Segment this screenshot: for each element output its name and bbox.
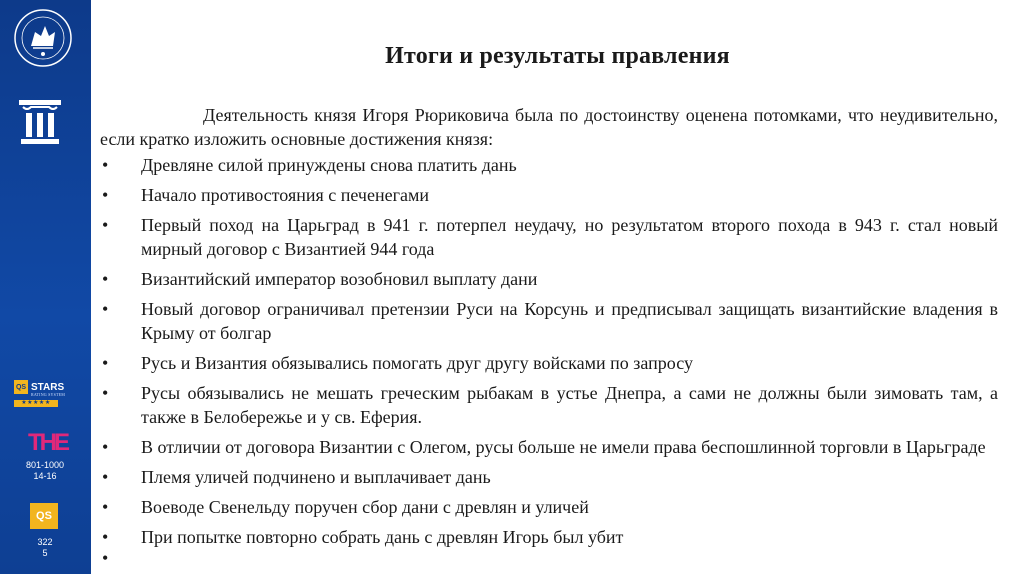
list-item [100,297,998,345]
qs-rank-line2: 5 [42,548,48,558]
slide-title: Итоги и результаты правления [385,43,730,69]
list-item-text: Воеводе Свенельду поручен сбор дани с древлян и уличей [141,497,589,517]
bullet-icon: • [102,383,109,403]
qs-stars-row: ★★★★★ [14,400,58,407]
bullet-icon: • [102,497,109,517]
intro-paragraph: Деятельность князя Игоря Рюриковича была по достоинству оценена потомками, что неудивительно, если кратко изложить основные достижения князя: [100,105,998,149]
qs-stars-box: QS [14,380,28,394]
list-item-text: При попытке повторно собрать дань с древлян Игорь был убит [141,527,624,547]
sidebar [0,0,91,574]
bullet-icon: • [102,215,109,235]
university-emblem-icon [13,8,73,68]
list-item [100,267,998,291]
list-item-text: Первый поход на Царьград в 941 г. потерпел неудачу, но результатом второго похода в 943 г. стал новый мирный договор с Византией 944 года [141,215,998,259]
qs-stars-sub: RATING SYSTEM [31,392,66,397]
bullet-icon: • [102,185,109,205]
list-item-text: В отличии от договора Византии с Олегом, русы больше не имели права беспошлинной торговли в Царьграде [141,437,986,457]
list-item-text: Русы обязывались не мешать греческим рыбакам в устье Днепра, а сами не должны были зимовать там, а также в Белобережье и у св. Еферия. [141,383,998,427]
qs-ranking-value [14,537,76,559]
the-ranking-logo: THE [28,429,67,456]
list-item [100,183,998,207]
list-item-empty [100,548,998,568]
list-item-text: Племя уличей подчинено и выплачивает дань [141,467,491,487]
bullet-icon: • [102,467,109,487]
points-list [100,153,998,568]
bullet-icon: • [102,353,109,373]
bullet-icon: • [102,527,109,547]
list-item [100,153,998,177]
list-item [100,435,998,459]
column-icon [17,98,63,146]
bullet-icon: • [102,437,109,457]
bullet-icon: • [102,548,109,568]
qs-stars-label: STARS [31,381,65,393]
the-rank-line2: 14-16 [33,471,57,481]
bullet-icon: • [102,155,109,175]
list-item-text: Русь и Византия обязывались помогать друг другу войсками по запросу [141,353,693,373]
list-item-text: Новый договор ограничивал претензии Руси на Корсунь и предписывал защищать византийские владения в Крыму от болгар [141,299,998,343]
bullet-icon: • [102,269,109,289]
list-item [100,351,998,375]
bullet-icon: • [102,299,109,319]
list-item [100,213,998,261]
list-item [100,465,998,489]
qs-ranking-logo: QS [30,503,58,529]
qs-stars-badge [14,380,76,414]
list-item [100,381,998,429]
list-item-text: Начало противостояния с печенегами [141,185,429,205]
list-item [100,525,998,549]
the-rank-line1: 801-1000 [25,460,65,470]
list-item [100,495,998,519]
qs-rank-line1: 322 [37,537,53,547]
list-item-text: Древляне силой принуждены снова платить дань [141,155,517,175]
the-ranking-value [14,460,76,482]
slide-content [100,103,998,568]
list-item-text: Византийский император возобновил выплату дани [141,269,538,289]
